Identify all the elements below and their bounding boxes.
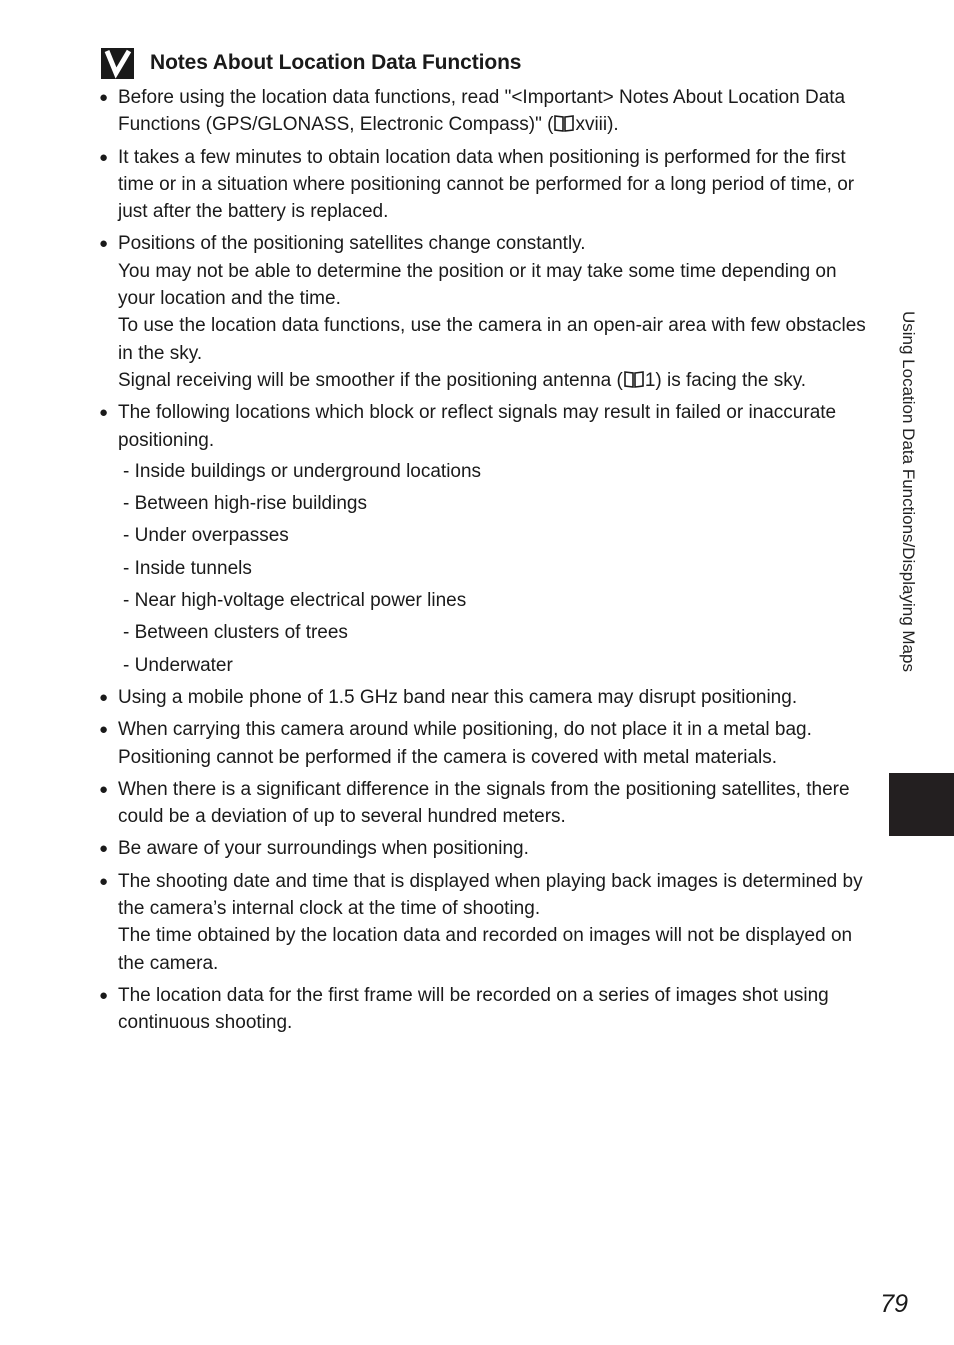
- book-reference-icon: [624, 370, 644, 388]
- location-sublist: [118, 458, 866, 679]
- section-heading: [101, 46, 521, 80]
- list-item: ● It takes a few minutes to obtain location data when positioning is performed for the first time or in a situation where positioning cannot be performed for a long period of time, or just after the battery is replaced.: [99, 146, 855, 223]
- list-item: ● Be aware of your surroundings when positioning.: [99, 838, 529, 860]
- caution-check-icon: [101, 48, 134, 79]
- list-item: ● Using a mobile phone of 1.5 GHz band near this camera may disrupt positioning.: [99, 686, 798, 708]
- page-title: Notes About Location Data Functions: [150, 51, 522, 74]
- list-item: ● The shooting date and time that is displayed when playing back images is determined by the camera’s internal clock at the time of shooting. The time obtained by the location data and recorded on images will not be displayed on the camera.: [99, 870, 863, 974]
- notes-list: [96, 84, 866, 1042]
- sublist-item: - Underwater: [123, 654, 233, 676]
- sublist-item: - Between high-rise buildings: [123, 493, 367, 515]
- sublist-item: - Inside buildings or underground locations: [123, 460, 482, 482]
- page-number: 79: [880, 1290, 908, 1318]
- sublist-item: - Inside tunnels: [123, 557, 252, 579]
- list-item: ● The following locations which block or reflect signals may result in failed or inaccurate positioning. - Inside buildings or underground locations - Between high-rise buildings - Under overpasses - Inside tunnels - Near high-voltage electrical power lines - Between clusters of trees - Underwater: [96, 399, 866, 679]
- list-item: ● When carrying this camera around while positioning, do not place it in a metal bag. Positioning cannot be performed if the camera is covered with metal materials.: [99, 719, 812, 768]
- list-item: ● Before using the location data functions, read "<Important> Notes About Location Data Functions (GPS/GLONASS, Electronic Compass)" ( xviii).: [99, 87, 846, 136]
- sublist-item: - Between clusters of trees: [123, 622, 348, 644]
- list-item: ● Positions of the positioning satellites change constantly. You may not be able to determine the position or it may take some time depending on your location and the time. To use the location data functions, use the camera in an open-air area with few obstacles in the sky. Signal receiving will be smoother if the positioning antenna ( 1) is facing the sky.: [99, 233, 866, 391]
- chapter-tab-marker: [889, 773, 954, 836]
- list-item: ● When there is a significant difference in the signals from the positioning satellites, there could be a deviation of up to several hundred meters.: [99, 778, 850, 828]
- sublist-item: - Near high-voltage electrical power lines: [123, 590, 467, 612]
- list-item: ● The location data for the first frame will be recorded on a series of images shot using continuous shooting.: [99, 984, 829, 1034]
- book-reference-icon: [554, 114, 574, 132]
- sublist-item: - Under overpasses: [123, 525, 289, 547]
